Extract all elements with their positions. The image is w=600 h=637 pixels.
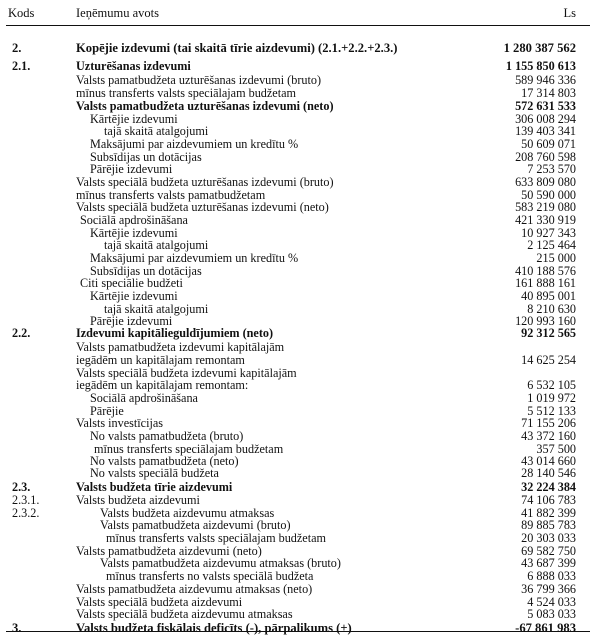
row-amount: 6 532 105 [527,378,576,392]
row-description: Valsts pamatbudžeta aizdevumu atmaksas (neto) [76,582,313,596]
header-code: Kods [8,6,35,20]
row-amount: 120 993 160 [515,314,576,328]
row-amount: 1 155 850 613 [505,59,576,73]
row-amount: 74 106 783 [521,493,576,507]
row-amount: 69 582 750 [521,544,576,558]
table-row [0,608,600,621]
row-amount: 357 500 [536,442,576,456]
row-code: 2.3. [12,480,31,494]
row-code: 2.1. [12,59,31,73]
row-description: mīnus transferts no valsts speciālā budžeta [106,569,314,583]
row-description: tajā skaitā atalgojumi [104,124,209,138]
table-row [0,60,600,73]
row-description: Kārtējie izdevumi [90,112,178,126]
row-description: Valsts pamatbudžeta aizdevumu atmaksas (bruto) [100,556,341,570]
row-amount: 633 809 080 [515,175,576,189]
row-amount: 8 210 630 [527,302,576,316]
row-amount: 5 083 033 [527,607,576,621]
row-description: Kārtējie izdevumi [90,289,178,303]
row-description: Pārējie [90,404,124,418]
row-code: 3. [12,621,22,635]
row-description: tajā skaitā atalgojumi [104,238,209,252]
row-amount: 40 895 001 [521,289,576,303]
row-description: No valsts speciālā budžeta [90,466,219,480]
header-unit: Ls [563,6,576,20]
row-description: Valsts pamatbudžeta izdevumi kapitālajām [76,340,285,354]
row-description: Valsts speciālā budžeta uzturēšanas izdevumi (bruto) [76,175,334,189]
table-header [0,2,600,24]
row-description: Kopējie izdevumi (tai skaitā tīrie aizdevumi) (2.1.+2.2.+2.3.) [76,41,398,55]
header-source: Ieņēmumu avots [76,6,159,20]
table-row [0,290,600,303]
row-amount: 17 314 803 [521,86,576,100]
row-amount: 5 512 133 [527,404,576,418]
row-amount: 43 372 160 [521,429,576,443]
row-description: Valsts budžeta fiskālais deficīts (-), pārpalikums (+) [76,621,352,635]
row-amount: 92 312 565 [521,326,576,340]
row-amount: 4 524 033 [527,595,576,609]
row-description: Valsts pamatbudžeta aizdevumi (bruto) [100,518,291,532]
row-amount: 7 253 570 [527,162,576,176]
row-amount: 215 000 [536,251,576,265]
row-description: Valsts speciālā budžeta aizdevumi [76,595,243,609]
row-description: Valsts investīcijas [76,416,163,430]
row-description: Valsts pamatbudžeta aizdevumi (neto) [76,544,262,558]
row-amount: 14 625 254 [521,353,576,367]
table-row [0,42,600,55]
table-row [0,494,600,507]
row-amount: 43 014 660 [521,454,576,468]
row-description: iegādēm un kapitālajam remontam: [76,378,249,392]
row-amount: 89 885 783 [521,518,576,532]
row-description: Izdevumi kapitālieguldījumiem (neto) [76,326,274,340]
row-amount: 32 224 384 [521,480,576,494]
row-description: mīnus transferts valsts speciālajam budžetam [106,531,326,545]
row-description: Kārtējie izdevumi [90,226,178,240]
table-row [0,327,600,340]
row-amount: 2 125 464 [527,238,576,252]
row-description: Valsts pamatbudžeta uzturēšanas izdevumi (bruto) [76,73,322,87]
row-amount: 410 188 576 [515,264,576,278]
table-row [0,430,600,443]
row-description: Maksājumi par aizdevumiem un kredītu % [90,251,299,265]
row-description: No valsts pamatbudžeta (neto) [90,454,239,468]
header-divider [6,25,590,26]
row-description: Valsts speciālā budžeta aizdevumu atmaksas [76,607,293,621]
row-amount: 572 631 533 [515,99,576,113]
row-amount: 20 303 033 [521,531,576,545]
row-description: Pārējie izdevumi [90,314,173,328]
row-code: 2.2. [12,326,31,340]
row-amount: 208 760 598 [515,150,576,164]
row-amount: 6 888 033 [527,569,576,583]
row-description: mīnus transferts speciālajam budžetam [94,442,284,456]
row-amount: 1 019 972 [527,391,576,405]
row-description: Valsts speciālā budžeta uzturēšanas izdevumi (neto) [76,200,329,214]
row-description: tajā skaitā atalgojumi [104,302,209,316]
row-amount: 50 609 071 [521,137,576,151]
row-amount: 10 927 343 [521,226,576,240]
row-code: 2. [12,41,22,55]
table-row [0,622,600,635]
table-row [0,467,600,480]
row-description: Sociālā apdrošināšana [80,213,188,227]
row-description: Subsīdijas un dotācijas [90,150,202,164]
row-code: 2.3.1. [12,493,40,507]
bottom-divider [6,631,590,632]
row-description: Valsts speciālā budžeta izdevumi kapitālajām [76,366,297,380]
row-amount: 583 219 080 [515,200,576,214]
row-code: 2.3.2. [12,506,40,520]
row-amount: 43 687 399 [521,556,576,570]
row-amount: 28 140 546 [521,466,576,480]
row-amount: 421 330 919 [515,213,576,227]
row-amount: -67 861 983 [515,621,576,635]
row-description: mīnus transferts valsts speciālajam budžetam [76,86,296,100]
row-description: Valsts pamatbudžeta uzturēšanas izdevumi (neto) [76,99,334,113]
row-amount: 589 946 336 [515,73,576,87]
row-description: Maksājumi par aizdevumiem un kredītu % [90,137,299,151]
row-amount: 306 008 294 [515,112,576,126]
row-description: Citi speciālie budžeti [80,276,183,290]
row-amount: 41 882 399 [521,506,576,520]
row-description: Valsts budžeta aizdevumu atmaksas [100,506,275,520]
row-description: No valsts pamatbudžeta (bruto) [90,429,244,443]
row-description: iegādēm un kapitālajam remontam [76,353,245,367]
row-description: Sociālā apdrošināšana [90,391,198,405]
row-description: mīnus transferts valsts pamatbudžetam [76,188,266,202]
row-amount: 71 155 206 [521,416,576,430]
row-description: Uzturēšanas izdevumi [76,59,191,73]
row-description: Valsts budžeta aizdevumi [76,493,200,507]
row-description: Pārējie izdevumi [90,162,173,176]
row-amount: 161 888 161 [515,276,576,290]
row-description: Subsīdijas un dotācijas [90,264,202,278]
row-amount: 50 590 000 [521,188,576,202]
row-amount: 1 280 387 562 [503,41,576,55]
row-amount: 36 799 366 [521,582,576,596]
row-amount: 139 403 341 [515,124,576,138]
row-description: Valsts budžeta tīrie aizdevumi [76,480,233,494]
